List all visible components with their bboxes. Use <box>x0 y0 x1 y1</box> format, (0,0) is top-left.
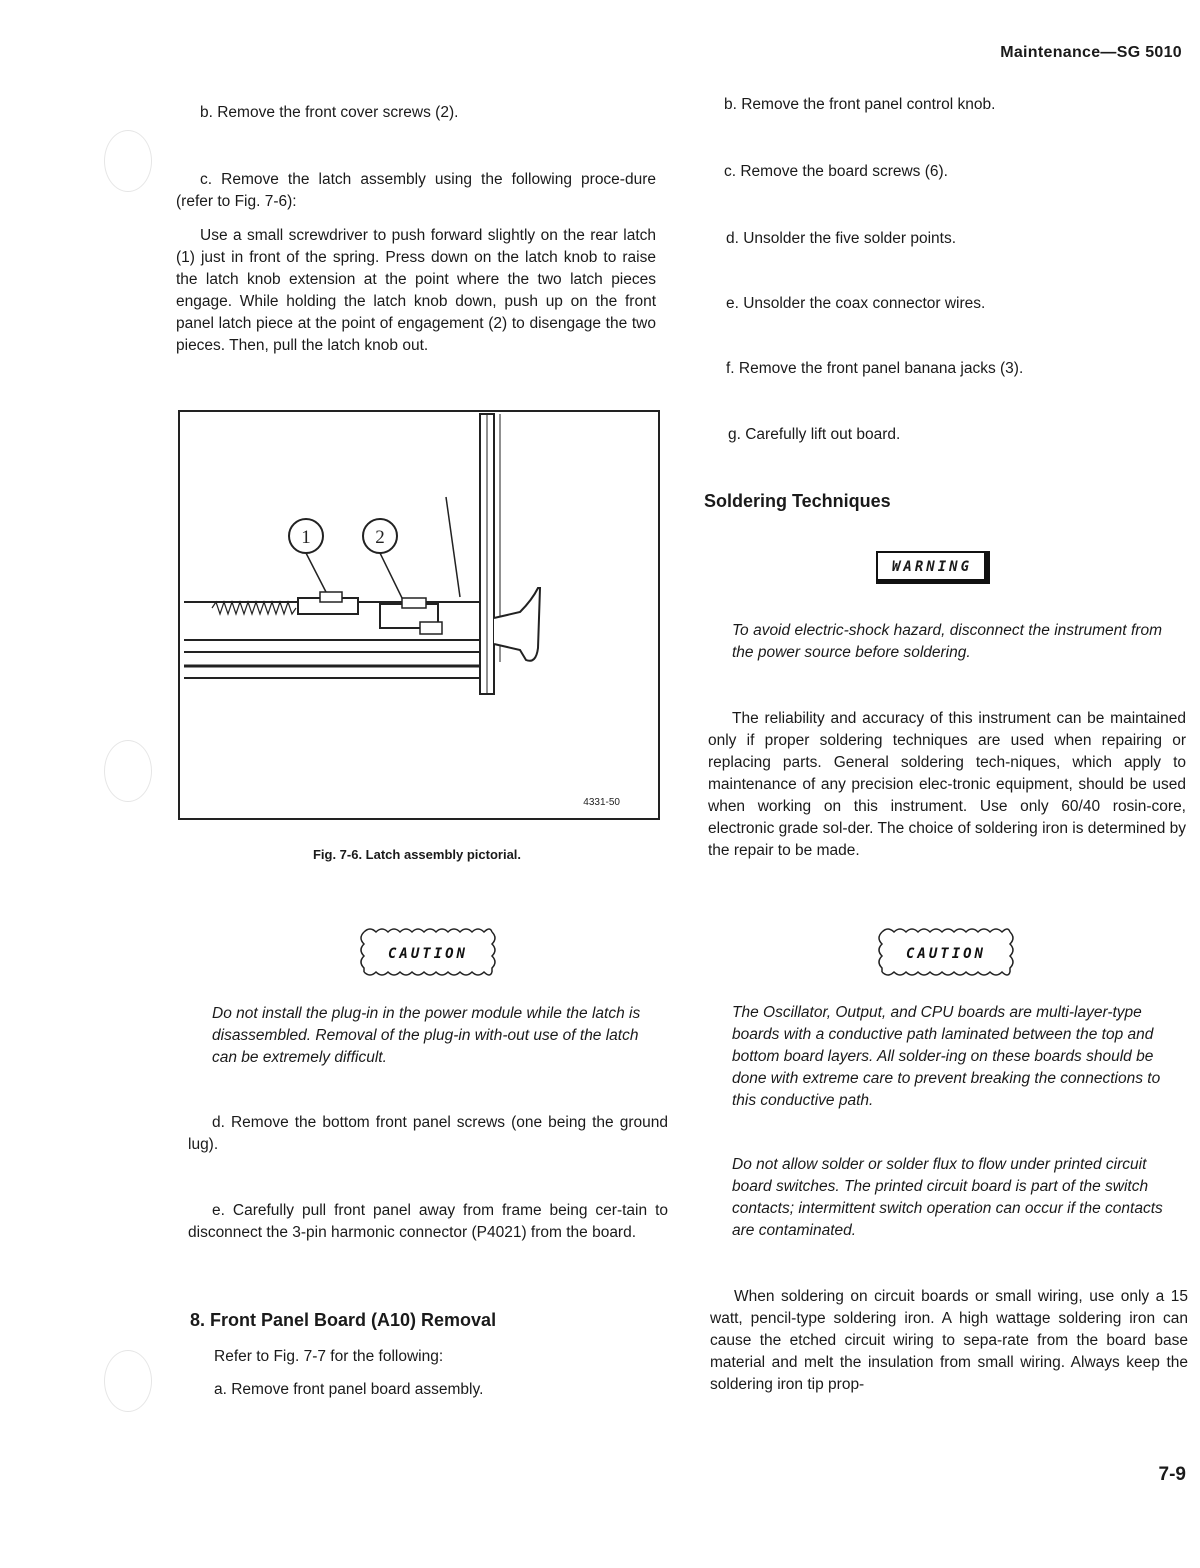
page-number: 7-9 <box>1158 1464 1186 1485</box>
caution-border <box>356 924 498 980</box>
callout-2-leader <box>380 553 402 598</box>
latch-knob <box>494 588 540 661</box>
right-caution-text-2: Do not allow solder or solder flux to flow under printed circuit board switches. The printed circuit board is part of the switch contacts; intermittent switch operation can occur if the contacts are contaminated. <box>732 1156 1163 1239</box>
soldering-heading: Soldering Techniques <box>704 491 891 511</box>
page-header: Maintenance—SG 5010 <box>1000 44 1182 61</box>
left-step-a: a. Remove front panel board assembly. <box>214 1381 484 1398</box>
left-step-c-detail: Use a small screwdriver to push forward slightly on the rear latch (1) just in front of the spring. Press down on the latch knob to raise the latch knob extension at the point where the two latch pieces engage. While holding the latch knob down, push up on the front panel latch piece at the point of engagement (2) to disengage the two pieces. Then, pull the latch knob out. <box>176 227 656 354</box>
section-heading: 8. Front Panel Board (A10) Removal <box>190 1310 497 1330</box>
refer-text: Refer to Fig. 7-7 for the following: <box>214 1348 444 1365</box>
warning-box <box>876 551 990 584</box>
binder-hole <box>104 130 152 192</box>
left-step-c: c. Remove the latch assembly using the following proce-dure (refer to Fig. 7-6): <box>176 171 656 210</box>
right-step-b: b. Remove the front panel control knob. <box>724 96 996 113</box>
caution-border <box>874 924 1016 980</box>
callout-1-leader <box>306 553 326 592</box>
left-step-d: d. Remove the bottom front panel screws (one being the ground lug). <box>188 1114 668 1153</box>
left-step-e: e. Carefully pull front panel away from frame being cer-tain to disconnect the 3-pin harmonic connector (P4021) from the board. <box>188 1202 668 1241</box>
figure-caption: Fig. 7-6. Latch assembly pictorial. <box>312 847 522 862</box>
warning-text: To avoid electric-shock hazard, disconnect the instrument from the power source before soldering. <box>732 622 1162 661</box>
left-caution-label: CAUTION <box>387 946 469 962</box>
right-step-f: f. Remove the front panel banana jacks (3). <box>726 360 1024 377</box>
latch-assembly-drawing <box>180 412 658 818</box>
latch-block <box>420 622 442 634</box>
left-caution-text: Do not install the plug-in in the power module while the latch is disassembled. Removal of the plug-in with-out use of the latch can be extremely difficult. <box>212 1005 641 1066</box>
right-step-e: e. Unsolder the coax connector wires. <box>726 295 986 312</box>
when-soldering-text: When soldering on circuit boards or small wiring, use only a 15 watt, pencil-type soldering iron. A high wattage soldering iron can cause the etched circuit wiring to sepa-rate from the board base material and melt the insulation from small wiring. Always keep the soldering iron tip prop- <box>710 1288 1188 1393</box>
leader-line <box>446 497 460 597</box>
latch-spring <box>212 602 296 614</box>
rear-latch-tab <box>320 592 342 602</box>
right-step-c: c. Remove the board screws (6). <box>724 163 948 180</box>
right-caution-box <box>874 924 1016 980</box>
latch-assembly-figure <box>178 410 660 820</box>
right-step-g: g. Carefully lift out board. <box>728 426 901 443</box>
left-caution-box <box>356 924 498 980</box>
callout-2-label: 2 <box>375 527 385 548</box>
callout-1-label: 1 <box>301 527 311 548</box>
right-caution-label: CAUTION <box>905 946 987 962</box>
binder-hole <box>104 1350 152 1412</box>
reliability-text: The reliability and accuracy of this instrument can be maintained only if proper soldering techniques are used when repairing or replacing parts. General soldering tech-niques, which apply to maintenance of any precision elec-tronic equipment, should be used when working on this instrument. Use only 60/40 rosin-core, electronic grade sol-der. The choice of soldering iron is determined by the repair to be made. <box>708 710 1186 859</box>
figure-code: 4331-50 <box>583 797 620 808</box>
right-step-d: d. Unsolder the five solder points. <box>726 230 957 247</box>
binder-hole <box>104 740 152 802</box>
front-latch-tab <box>402 598 426 608</box>
right-caution-text-1: The Oscillator, Output, and CPU boards are multi-layer-type boards with a conductive path laminated between the top and bottom board layers. All solder-ing on these boards should be done with extreme care to prevent breaking the connections to this conductive path. <box>732 1004 1161 1109</box>
warning-label: WARNING <box>892 559 973 575</box>
left-step-b: b. Remove the front cover screws (2). <box>200 104 459 121</box>
